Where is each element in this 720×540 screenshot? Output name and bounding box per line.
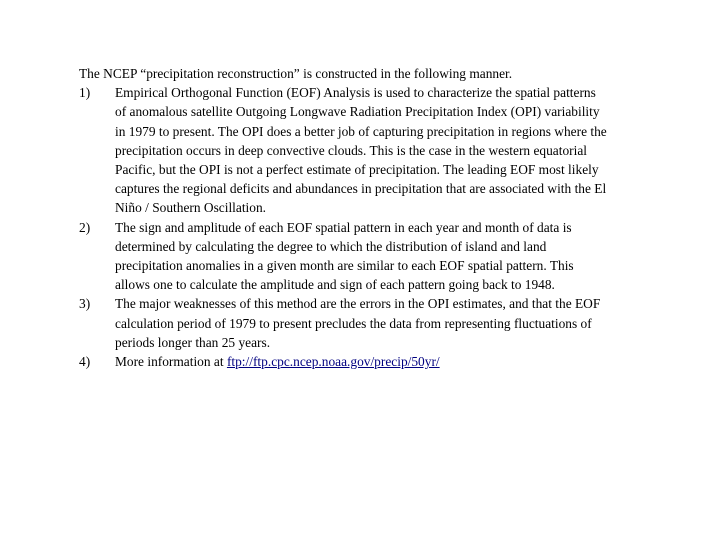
list-item-number: 2) [79,219,91,235]
list-item-number: 1) [79,85,91,101]
list-item [79,83,609,217]
ftp-link[interactable]: ftp://ftp.cpc.ncep.noaa.gov/precip/50yr/ [226,354,440,370]
more-info-prefix: More information at [115,354,227,370]
list-item-text: Empirical Orthogonal Function (EOF) Analysis is used to characterize the spatial patterns of anomalous satellite Outgoing Longwave Radiation Precipitation Index (OPI) variability in 1979 to present. The OPI does a better job of capturing precipitation in regions where the precipitation occurs in deep convective clouds. This is the case in the western equatorial Pacific, but the OPI is not a perfect estimate of precipitation. The leading EOF most likely captures the regional deficits and abundances in precipitation that are associated with the El Niño / Southern Oscillation. [115,85,607,216]
document-body [79,64,609,371]
list-item-number: 4) [79,354,91,370]
list-item [79,352,609,371]
list-item [79,218,609,295]
numbered-list [79,83,609,371]
intro-paragraph: The NCEP “precipitation reconstruction” is constructed in the following manner. [79,66,513,81]
list-item-text [115,352,609,371]
list-item-number: 3) [79,296,91,312]
list-item-text: The major weaknesses of this method are the errors in the OPI estimates, and that the EOF calculation period of 1979 to present precludes the data from representing fluctuations of periods longer than 25 years. [115,296,601,350]
list-item-text: The sign and amplitude of each EOF spatial pattern in each year and month of data is determined by calculating the degree to which the distribution of island and land precipitation anomalies in a given month are similar to each EOF spatial pattern. This allows one to calculate the amplitude and sign of each pattern going back to 1948. [115,219,574,293]
list-item [79,294,609,352]
